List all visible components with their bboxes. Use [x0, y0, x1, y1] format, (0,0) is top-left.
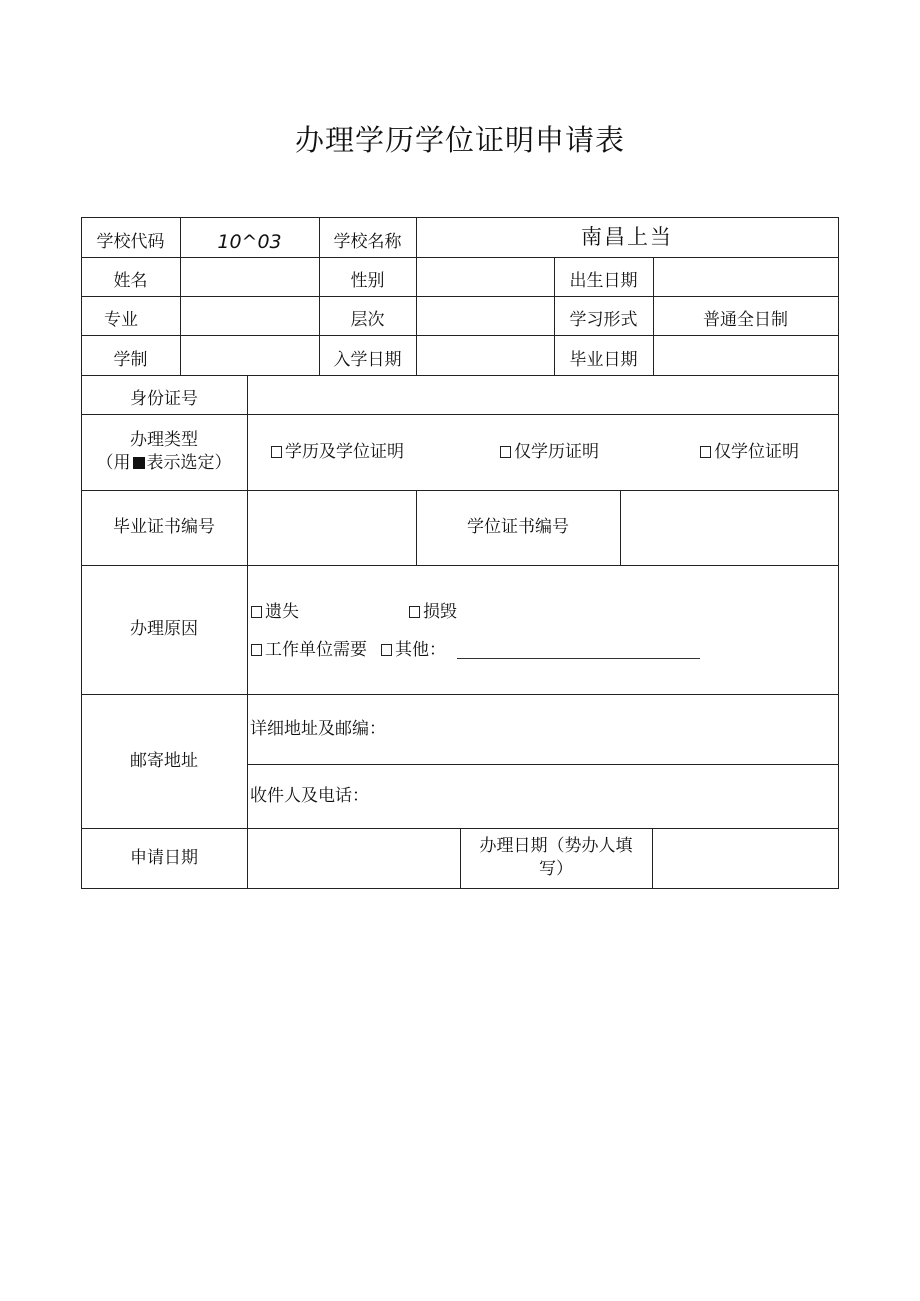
enrollment-date-label: 入学日期 — [333, 350, 402, 370]
option-degree-and-diploma[interactable]: 学历及学位证明 — [271, 441, 404, 463]
reason-damaged[interactable]: 损毁 — [409, 601, 457, 623]
checkbox-icon[interactable] — [409, 606, 420, 618]
checkbox-icon[interactable] — [381, 644, 392, 656]
diploma-no-field[interactable] — [247, 490, 416, 565]
major-field[interactable] — [180, 296, 319, 335]
birth-date-label: 出生日期 — [569, 271, 638, 291]
reason-other-underline[interactable] — [457, 658, 700, 659]
degree-cert-no-field[interactable] — [620, 490, 838, 565]
checkbox-icon[interactable] — [500, 446, 511, 458]
apply-date-label: 申请日期 — [130, 847, 198, 868]
process-type-note: （用 表示选定） — [96, 453, 232, 473]
reason-work-unit[interactable]: 工作单位需要 — [251, 639, 367, 661]
checkbox-icon[interactable] — [700, 446, 711, 458]
gender-label: 性别 — [350, 271, 385, 291]
checkbox-icon[interactable] — [251, 644, 262, 656]
school-code-label: 学校代码 — [96, 232, 165, 252]
recipient-field[interactable]: 收件人及电话： — [250, 785, 369, 806]
level-label: 层次 — [350, 310, 385, 330]
schooling-length-label: 学制 — [113, 350, 148, 370]
reason-label: 办理原因 — [130, 619, 198, 639]
address-detail-field[interactable]: 详细地址及邮编： — [250, 718, 386, 739]
process-type-label-cell — [81, 414, 247, 490]
id-number-field[interactable] — [247, 375, 838, 414]
form-title: 办理学历学位证明申请表 — [294, 123, 625, 157]
enrollment-date-field[interactable] — [416, 335, 554, 375]
study-form-value[interactable]: 普通全日制 — [703, 310, 788, 330]
level-field[interactable] — [416, 296, 554, 335]
apply-date-field[interactable] — [247, 828, 460, 888]
major-label: 专业 — [104, 310, 138, 330]
id-number-label: 身份证号 — [130, 389, 198, 409]
degree-cert-no-label: 学位证书编号 — [467, 517, 569, 537]
option-diploma-only[interactable]: 仅学历证明 — [500, 441, 599, 463]
checkbox-icon[interactable] — [271, 446, 282, 458]
school-code-value[interactable]: 10^03 — [217, 231, 282, 253]
school-name-label: 学校名称 — [333, 232, 402, 252]
reason-other[interactable]: 其他： — [381, 639, 446, 661]
mailing-address-label: 邮寄地址 — [130, 750, 198, 771]
process-date-label: 办理日期（势办人填 — [479, 836, 633, 856]
process-date-label-cell — [460, 828, 652, 888]
checkbox-icon[interactable] — [251, 606, 262, 618]
filled-square-icon — [133, 457, 145, 469]
schooling-length-field[interactable] — [180, 335, 319, 375]
school-name-value[interactable]: 南昌上当 — [581, 224, 673, 249]
diploma-no-label: 毕业证书编号 — [113, 517, 215, 537]
study-form-label: 学习形式 — [569, 310, 638, 330]
birth-date-field[interactable] — [653, 257, 838, 296]
name-field[interactable] — [180, 257, 319, 296]
name-label: 姓名 — [113, 271, 148, 291]
process-date-field[interactable] — [652, 828, 838, 888]
graduation-date-field[interactable] — [653, 335, 838, 375]
graduation-date-label: 毕业日期 — [569, 350, 638, 370]
process-date-label-cont: 写） — [539, 859, 573, 879]
option-degree-only[interactable]: 仅学位证明 — [700, 441, 799, 463]
process-type-label: 办理类型 — [130, 430, 198, 450]
reason-lost[interactable]: 遗失 — [251, 601, 299, 623]
gender-field[interactable] — [416, 257, 554, 296]
